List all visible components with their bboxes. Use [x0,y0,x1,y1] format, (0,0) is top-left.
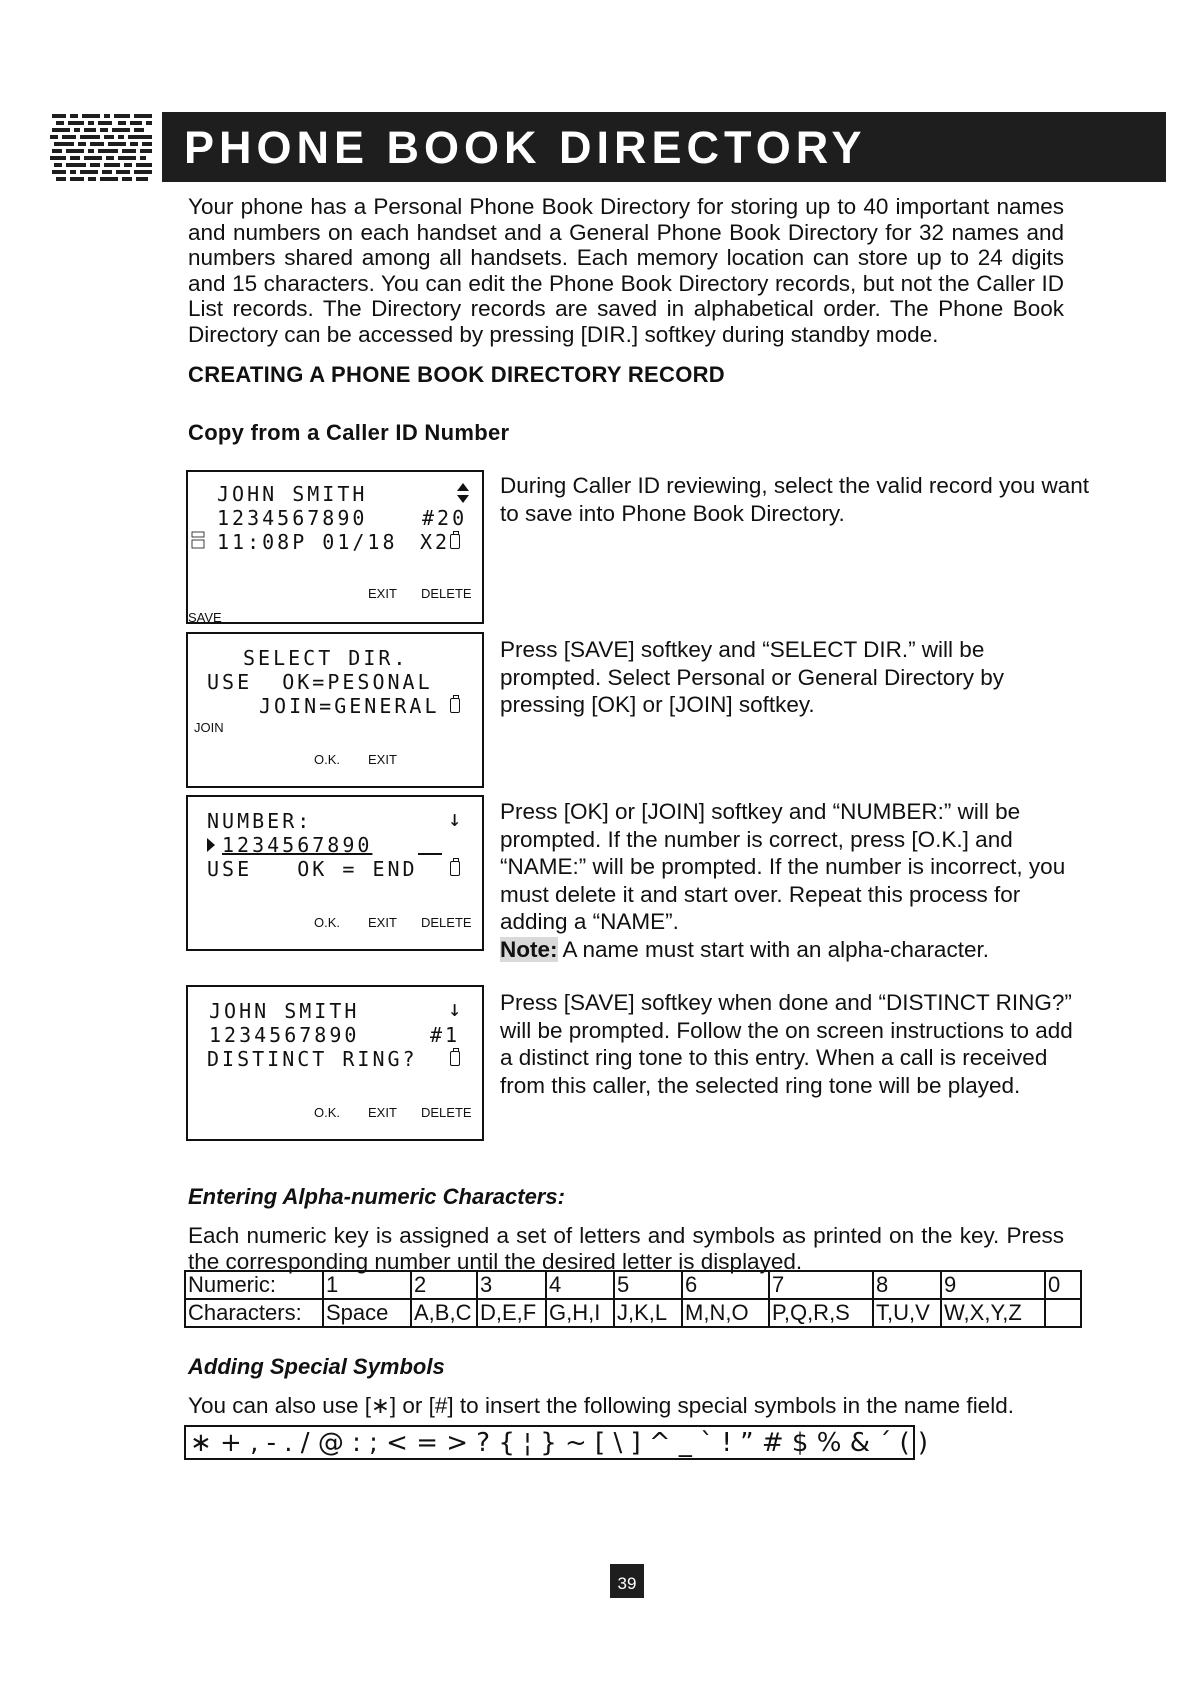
lcd-line-join-general: JOIN=GENERAL [259,694,440,718]
lcd-record-index: #20 [422,506,468,530]
characters-label: Characters: [185,1299,323,1327]
numeric-cell: 9 [941,1271,1045,1299]
page-title: PHONE BOOK DIRECTORY [184,122,867,173]
softkey-ok: O.K. [314,752,341,767]
numeric-cell: 4 [546,1271,614,1299]
characters-cell: G,H,I [546,1299,614,1327]
characters-cell: T,U,V [873,1299,941,1327]
lcd-line-number: 1234567890 [209,1023,360,1047]
cursor-pointer-icon [206,837,216,853]
lcd-line-number: 1234567890 [217,506,368,530]
note-text: A name must start with an alpha-character. [557,936,989,962]
softkey-exit: EXIT [368,915,397,930]
softkey-delete: DELETE [421,586,472,601]
new-call-icon [190,530,206,550]
subsection-title: Copy from a Caller ID Number [188,420,510,445]
softkey-exit: EXIT [368,752,397,767]
special-title: Adding Special Symbols [188,1354,445,1379]
lcd-screen-caller-id [186,470,484,624]
alpha-description: Each numeric key is assigned a set of letters and symbols as printed on the key. Press the corresponding number until the desired letter is displayed. [188,1223,1064,1274]
softkey-ok: O.K. [314,915,341,930]
step-1-description: During Caller ID reviewing, select the valid record you want to save into Phone Book Directory. [500,473,1090,526]
softkey-ok: O.K. [314,1105,341,1120]
softkey-exit: EXIT [368,586,397,601]
step-4-description: Press [SAVE] softkey when done and “DISTINCT RING?” will be prompted. Follow the on screen instructions to add a distinct ring tone to this entry. When a call is received from this caller, the selected ring tone will be played. [500,990,1073,1098]
characters-cell: W,X,Y,Z [941,1299,1045,1327]
note-label: Note: [500,936,558,962]
characters-cell [1045,1299,1081,1327]
numeric-cell: 0 [1045,1271,1081,1299]
table-row-characters [185,1299,1081,1327]
softkey-join: JOIN [194,720,224,735]
lcd-line-select-dir: SELECT DIR. [243,646,409,670]
lcd-line-datetime: 11:08P 01/18 [217,530,398,554]
numeric-label: Numeric: [185,1271,323,1299]
title-bar [162,112,1166,182]
characters-cell: M,N,O [682,1299,769,1327]
softkey-exit: EXIT [368,1105,397,1120]
special-symbols-box: ∗ + , - . / @ : ; < = > ? { ¦ } ~ [ \ ] ^ _ ` ! ” # $ % & ´ ( ) [184,1425,915,1460]
battery-icon [450,861,460,876]
step-3-text: Press [OK] or [JOIN] softkey and “NUMBER:” will be prompted. If the number is correct, press [O.K.] and “NAME:” will be prompted. If the number is incorrect, you must delete it and start over. Repeat this process for adding a “NAME”. [500,799,1066,934]
lcd-line-ok-personal: USE OK=PESONAL [207,670,433,694]
key-character-table [184,1270,1082,1328]
numeric-cell: 2 [411,1271,477,1299]
numeric-cell: 7 [769,1271,873,1299]
battery-icon [450,698,460,713]
numeric-cell: 5 [614,1271,682,1299]
battery-icon [450,1051,460,1066]
characters-cell: J,K,L [614,1299,682,1327]
alpha-title: Entering Alpha-numeric Characters: [188,1184,565,1209]
special-description: You can also use [∗] or [#] to insert the following special symbols in the name field. [188,1393,1014,1418]
numeric-cell: 6 [682,1271,769,1299]
battery-icon [450,534,460,549]
numeric-cell: 8 [873,1271,941,1299]
lcd-call-count: X2 [420,530,451,554]
numeric-cell: 1 [323,1271,411,1299]
lcd-line-number-value: 1234567890 [222,833,373,857]
softkey-delete: DELETE [421,1105,472,1120]
lcd-screen-select-dir [186,632,484,788]
down-arrow-icon: ↓ [448,807,462,832]
step-2-description: Press [SAVE] softkey and “SELECT DIR.” will be prompted. Select Personal or General Directory by pressing [OK] or [JOIN] softkey. [500,637,1004,717]
lcd-line-number-label: NUMBER: [207,809,313,833]
lcd-line-distinct-ring: DISTINCT RING? [207,1047,418,1071]
characters-cell: P,Q,R,S [769,1299,873,1327]
section-title: CREATING A PHONE BOOK DIRECTORY RECORD [188,362,725,387]
lcd-line-use-ok-end: USE OK = END [207,857,418,881]
softkey-save: SAVE [188,610,222,625]
lcd-line-name: JOHN SMITH [217,482,368,506]
numeric-cell: 3 [477,1271,546,1299]
header-logo-pattern [50,112,154,182]
intro-paragraph: Your phone has a Personal Phone Book Directory for storing up to 40 important names and numbers on each handset and a General Phone Book Directory for 32 names and numbers shared among all handsets. Each memory location can store up to 24 digits and 15 characters. You can edit the Phone Book Directory records, but not the Caller ID List records. The Directory records are saved in alphabetical order. The Phone Book Directory can be accessed by pressing [DIR.] softkey during standby mode. [188,194,1064,347]
lcd-screen-number-entry [186,795,484,951]
characters-cell: A,B,C [411,1299,477,1327]
page-number: 39 [610,1564,644,1598]
lcd-record-index: #1 [430,1023,461,1047]
softkey-delete: DELETE [421,915,472,930]
input-cursor [418,853,442,855]
characters-cell: D,E,F [477,1299,546,1327]
lcd-line-name: JOHN SMITH [209,999,360,1023]
table-row-numeric [185,1271,1081,1299]
lcd-screen-distinct-ring [186,985,484,1141]
characters-cell: Space [323,1299,411,1327]
step-3-description [500,798,1090,963]
down-arrow-icon: ↓ [448,997,462,1022]
scroll-arrows-icon [456,482,470,504]
